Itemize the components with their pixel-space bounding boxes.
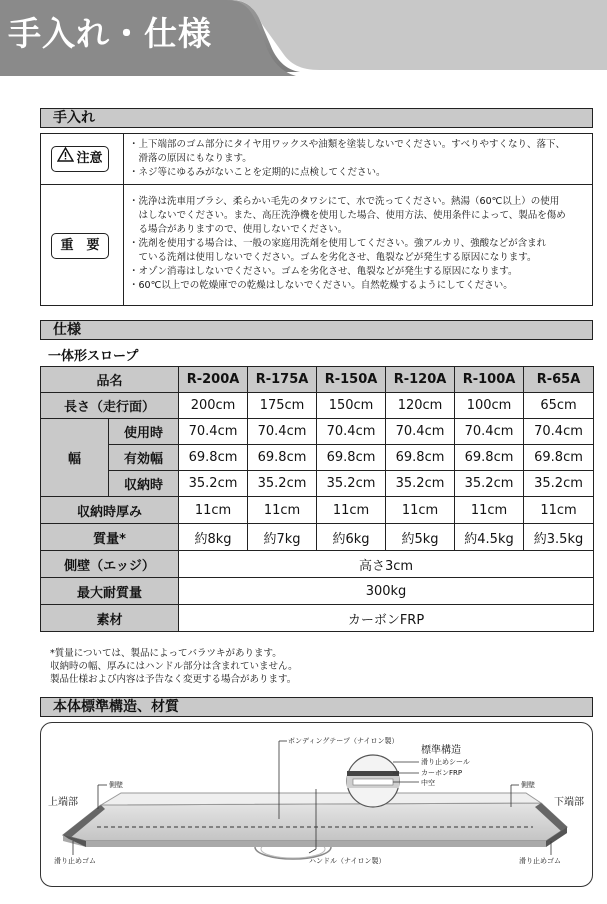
width-sublabel: 有効幅 (109, 445, 179, 471)
width-cell: 70.4cm (524, 419, 594, 445)
footnote: 収納時の幅、厚みにはハンドル部分は含まれていません。 (50, 661, 298, 672)
width-cell: 69.8cm (317, 445, 386, 471)
important-label-cell (41, 185, 124, 306)
caution-label-cell (41, 134, 124, 184)
care-notes-table (40, 133, 593, 306)
width-sublabel: 使用時 (109, 419, 179, 445)
length-label: 長さ（走行面） (41, 393, 179, 419)
model-cell: R-175A (248, 367, 317, 393)
width-cell: 70.4cm (455, 419, 524, 445)
length-cell: 120cm (386, 393, 455, 419)
maxload-value: 300kg (179, 578, 594, 605)
thickness-cell: 11cm (179, 497, 248, 524)
label-standard-structure: 標準構造 (421, 745, 461, 756)
label-rubber-left: 滑り止めゴム (54, 857, 96, 865)
thickness-cell: 11cm (248, 497, 317, 524)
caution-line: ・上下端部のゴム部分にタイヤ用ワックスや油類を塗装しないでください。すべりやすくなり、落下、 (129, 139, 566, 150)
material-row (41, 605, 594, 632)
caution-line: ・ネジ等にゆるみがないことを定期的に点検してください。 (129, 167, 386, 178)
width-row-use (41, 419, 594, 445)
label-hollow: 中空 (421, 779, 435, 787)
care-heading: 手入れ (40, 108, 593, 128)
length-row (41, 393, 594, 419)
sidewall-label: 側壁（エッジ） (41, 551, 179, 578)
models-row (41, 367, 594, 393)
structure-diagram (40, 722, 593, 887)
length-cell: 200cm (179, 393, 248, 419)
thickness-row (41, 497, 594, 524)
length-cell: 150cm (317, 393, 386, 419)
label-sidewall-left: 側壁 (109, 781, 123, 789)
important-line: ・洗剤を使用する場合は、一般の家庭用洗剤を使用してください。強アルカリ、強酸などが含まれ (129, 238, 547, 249)
width-cell: 35.2cm (179, 471, 248, 497)
caution-line: 滑落の原因にもなります。 (129, 153, 252, 164)
width-cell: 69.8cm (248, 445, 317, 471)
width-label: 幅 (41, 419, 109, 497)
width-cell: 35.2cm (386, 471, 455, 497)
width-cell: 35.2cm (248, 471, 317, 497)
width-cell: 35.2cm (317, 471, 386, 497)
thickness-label: 収納時厚み (41, 497, 179, 524)
caution-badge-text: 注意 (76, 151, 103, 166)
width-cell: 35.2cm (524, 471, 594, 497)
caution-row (41, 134, 592, 185)
important-line: ・オゾン消毒はしないでください。ゴムを劣化させ、亀裂などが発生する原因になります。 (129, 266, 518, 277)
sidewall-value: 高さ3cm (179, 551, 594, 578)
mass-label: 質量* (41, 524, 179, 551)
material-label: 素材 (41, 605, 179, 632)
mass-cell: 約4.5kg (455, 524, 524, 551)
label-carbon-frp: カーボンFRP (421, 769, 463, 777)
title-band (0, 0, 607, 78)
width-row-stored (41, 471, 594, 497)
label-rubber-right: 滑り止めゴム (519, 857, 561, 865)
important-line: る場合がありますので、使用しないでください。 (129, 224, 348, 235)
width-cell: 69.8cm (455, 445, 524, 471)
width-cell: 69.8cm (386, 445, 455, 471)
width-cell: 69.8cm (524, 445, 594, 471)
important-badge: 重 要 (51, 233, 109, 259)
length-cell: 175cm (248, 393, 317, 419)
model-cell: R-100A (455, 367, 524, 393)
model-cell: R-200A (179, 367, 248, 393)
model-cell: R-120A (386, 367, 455, 393)
width-cell: 70.4cm (386, 419, 455, 445)
caution-badge (51, 146, 109, 172)
thickness-cell: 11cm (317, 497, 386, 524)
mass-row (41, 524, 594, 551)
spec-table (40, 366, 594, 632)
label-sidewall-right: 側壁 (521, 781, 535, 789)
spec-subheading: 一体形スロープ (48, 349, 139, 364)
important-line: ・60℃以上での乾燥庫での乾燥はしないでください。自然乾燥するようにしてください。 (129, 280, 513, 291)
maxload-label: 最大耐質量 (41, 578, 179, 605)
width-cell: 35.2cm (455, 471, 524, 497)
important-line: ・洗浄は洗車用ブラシ、柔らかい毛先のタワシにて、水で洗ってください。熱湯（60℃以上）の使用 (129, 196, 560, 207)
product-header: 品名 (41, 367, 179, 393)
mass-cell: 約8kg (179, 524, 248, 551)
thickness-cell: 11cm (524, 497, 594, 524)
model-cell: R-65A (524, 367, 594, 393)
important-line: ている洗剤は使用しないでください。ゴムを劣化させ、亀裂などが発生する原因になります。 (129, 252, 537, 263)
width-cell: 70.4cm (317, 419, 386, 445)
label-bonding-tape: ボンディングテープ（ナイロン製） (288, 737, 399, 745)
width-cell: 69.8cm (179, 445, 248, 471)
width-cell: 70.4cm (179, 419, 248, 445)
footnote: 製品仕様および内容は予告なく変更する場合があります。 (50, 674, 297, 685)
maxload-row (41, 578, 594, 605)
label-lower-end: 下端部 (554, 797, 584, 808)
mass-cell: 約7kg (248, 524, 317, 551)
caution-text (129, 138, 586, 180)
footnote: *質量については、製品によってバラツキがあります。 (50, 648, 282, 659)
thickness-cell: 11cm (455, 497, 524, 524)
spec-footnotes (50, 647, 298, 686)
length-cell: 65cm (524, 393, 594, 419)
important-line: はしないでください。また、高圧洗浄機を使用した場合、使用方法、使用条件によって、製品を傷め (129, 210, 566, 221)
page-title: 手入れ・仕様 (8, 14, 212, 53)
length-cell: 100cm (455, 393, 524, 419)
important-text (129, 195, 586, 293)
width-sublabel: 収納時 (109, 471, 179, 497)
label-anti-slip-seal: 滑り止めシール (421, 758, 470, 766)
spec-heading: 仕様 (40, 320, 593, 340)
structure-heading: 本体標準構造、材質 (40, 697, 593, 717)
mass-cell: 約6kg (317, 524, 386, 551)
thickness-cell: 11cm (386, 497, 455, 524)
label-upper-end: 上端部 (48, 797, 78, 808)
width-row-effective (41, 445, 594, 471)
sidewall-row (41, 551, 594, 578)
important-row (41, 185, 592, 306)
model-cell: R-150A (317, 367, 386, 393)
warning-icon (57, 147, 74, 170)
mass-cell: 約3.5kg (524, 524, 594, 551)
width-cell: 70.4cm (248, 419, 317, 445)
label-handle: ハンドル（ナイロン製） (309, 857, 386, 865)
mass-cell: 約5kg (386, 524, 455, 551)
material-value: カーボンFRP (179, 605, 594, 632)
